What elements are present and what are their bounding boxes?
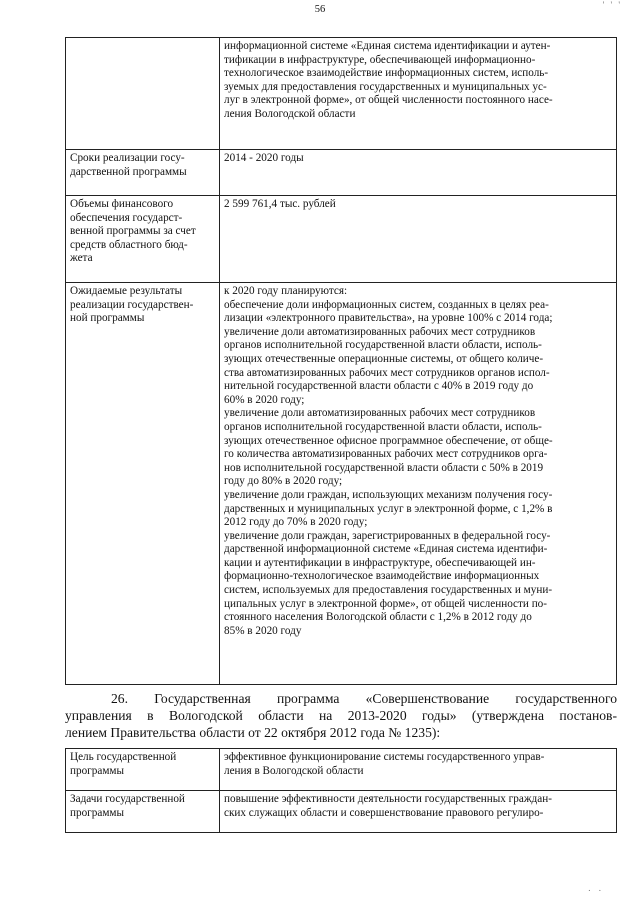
page-number: 56 — [314, 4, 326, 15]
goal-value: эффективное функционирование системы государственного управ- ления в Вологодской области — [220, 749, 617, 791]
results-label: Ожидаемые результаты реализации государствен- ной программы — [66, 283, 220, 685]
continuation-cell: информационной системе «Единая система идентификации и аутен- тификации в инфраструктуре, обеспечивающей информационно- технологическое взаимодействие информационных систем, исполь- зуемых для предоставления государственных и муниципальных ус- луг в электронной форме», от общей численности постоянного насе- ления Вологодской области — [220, 38, 617, 150]
finance-label: Объемы финансового обеспечения государст- венной программы за счет средств областного бюд- жета — [66, 196, 220, 283]
program-passport-table — [65, 37, 617, 685]
table-row — [66, 38, 617, 150]
table-row — [66, 196, 617, 283]
terms-label: Сроки реализации госу- дарственной программы — [66, 150, 220, 196]
empty-label-cell — [66, 38, 220, 150]
section-26-paragraph: 26. Государственная программа «Совершенствование государственного управления в Вологодской области на 2013-2020 годы» (утверждена постанов- лением Правительства области от 22 октября 2012 года № 1235): — [65, 691, 617, 740]
program-26-table — [65, 748, 617, 833]
terms-value: 2014 - 2020 годы — [220, 150, 617, 196]
tasks-label: Задачи государственной программы — [66, 791, 220, 833]
table-row — [66, 150, 617, 196]
table-row — [66, 791, 617, 833]
results-value: к 2020 году планируются: обеспечение доли информационных систем, созданных в целях реа- лизации «электронного правительства», на уровне 100% с 2014 года; увеличение доли автоматизированных рабочих мест сотрудников органов исполнительной государственной власти области, исполь- зующих отечественные операционные системы, от общего количе- ства автоматизированных рабочих мест сотрудников органов испол- нительной государственной власти области с 40% в 2019 году до 60% в 2020 году; увеличение доли автоматизированных рабочих мест сотрудников органов исполнительной государственной власти области, исполь- зующих отечественное офисное программное обеспечение, от обще- го количества автоматизированных рабочих мест сотрудников орга- нов исполнительной государственной власти области с 50% в 2019 году до 80% в 2020 году; увеличение доли граждан, использующих механизм получения госу- дарственных и муниципальных услуг в электронной форме, с 1,2% в 2012 году до 70% в 2020 году; увеличение доли граждан, зарегистрированных в федеральной госу- дарственной информационной системе «Единая система идентифи- кации и аутентификации в инфраструктуре, обеспечивающей ин- формационно-технологическое взаимодействие информационных систем, используемых для предоставления государственных и муни- ципальных услуг в электронной форме», от общей численности по- стоянного населения Вологодской области с 1,2% в 2012 году до 85% в 2020 году — [220, 283, 617, 685]
table-row — [66, 283, 617, 685]
finance-value: 2 599 761,4 тыс. рублей — [220, 196, 617, 283]
scan-corner-marks: ' ' ' — [602, 0, 622, 10]
tasks-value: повышение эффективности деятельности государственных граждан- ских служащих области и совершенствование правового регулиро- — [220, 791, 617, 833]
goal-label: Цель государственной программы — [66, 749, 220, 791]
scan-bottom-marks: . . — [588, 883, 604, 893]
table-row — [66, 749, 617, 791]
